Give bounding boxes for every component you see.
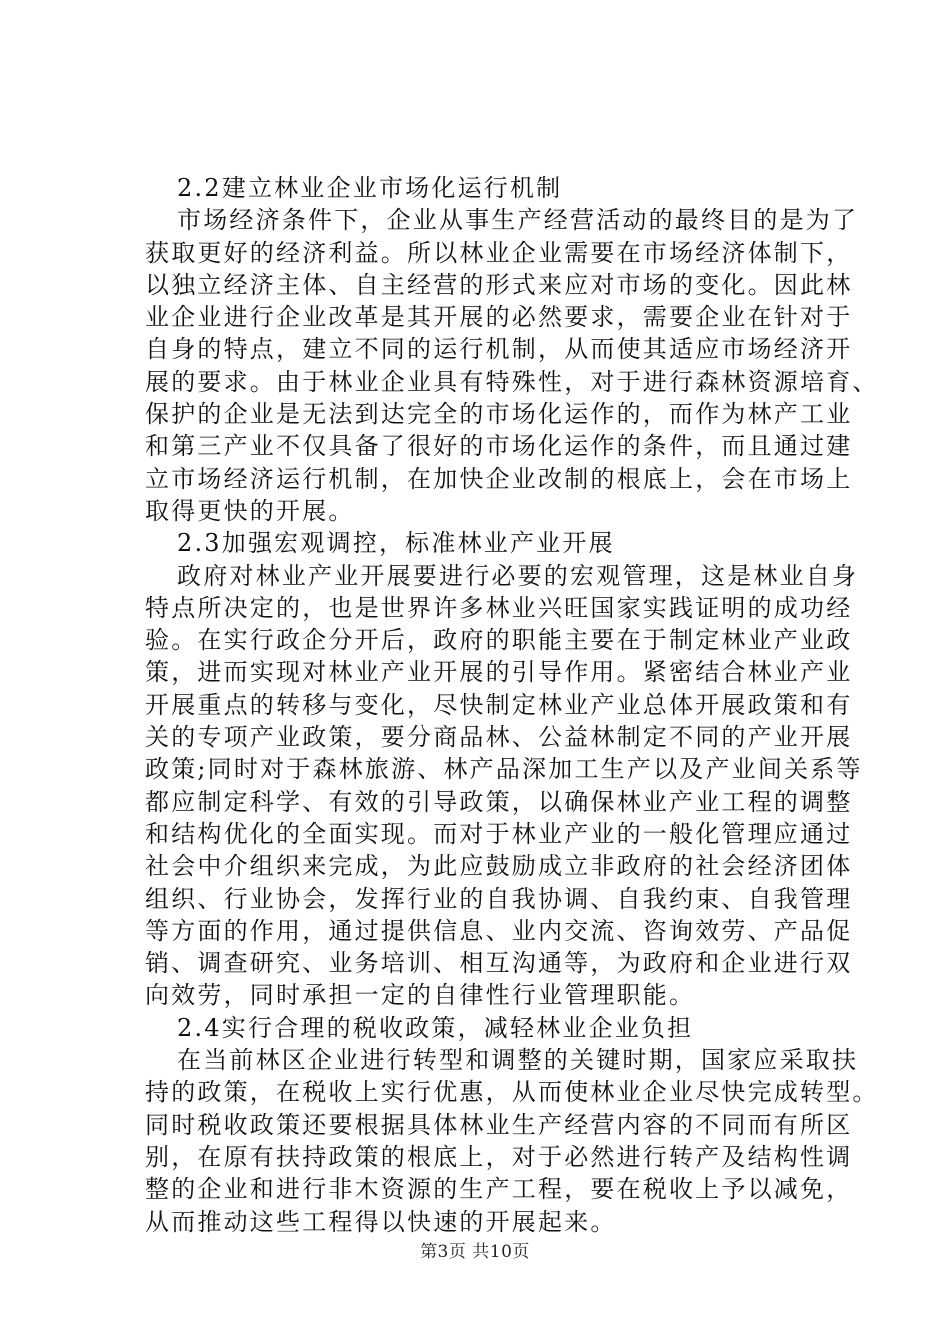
paragraph-line: 自身的特点，建立不同的运行机制，从而使其适应市场经济开: [145, 335, 853, 364]
paragraph-line: 等方面的作用，通过提供信息、业内交流、咨询效劳、产品促: [145, 916, 853, 945]
paragraph-line: 业企业进行企业改革是其开展的必然要求，需要企业在针对于: [145, 303, 853, 332]
paragraph-line: 获取更好的经济利益。所以林业企业需要在市场经济体制下，: [145, 238, 853, 267]
document-body: [145, 172, 879, 1238]
paragraph-line: 关的专项产业政策，要分商品林、公益林制定不同的产业开展: [145, 723, 853, 752]
paragraph-line: 特点所决定的，也是世界许多林业兴旺国家实践证明的成功经: [145, 593, 853, 622]
paragraph-line: 从而推动这些工程得以快速的开展起来。: [145, 1207, 617, 1236]
paragraph-line: 开展重点的转移与变化，尽快制定林业产业总体开展政策和有: [145, 690, 853, 719]
paragraph-line: 向效劳，同时承担一定的自律性行业管理职能。: [145, 981, 696, 1010]
paragraph-line: 别，在原有扶持政策的根底上，对于必然进行转产及结构性调: [145, 1142, 853, 1171]
paragraph-line: 展的要求。由于林业企业具有特殊性，对于进行森林资源培育、: [145, 367, 879, 396]
paragraph-line: 持的政策，在税收上实行优惠，从而使林业企业尽快完成转型。: [145, 1078, 879, 1107]
paragraph-line: 和结构优化的全面实现。而对于林业产业的一般化管理应通过: [145, 819, 853, 848]
paragraph-line: 政府对林业产业开展要进行必要的宏观管理，这是林业自身: [177, 561, 859, 590]
paragraph-line: 社会中介组织来完成，为此应鼓励成立非政府的社会经济团体: [145, 852, 853, 881]
paragraph-line: 保护的企业是无法到达完全的市场化运作的，而作为林产工业: [145, 400, 853, 429]
paragraph-line: 和第三产业不仅具备了很好的市场化运作的条件，而且通过建: [145, 432, 853, 461]
section-heading-2-2: 2.2建立林业企业市场化运行机制: [177, 174, 563, 202]
paragraph-line: 策，进而实现对林业产业开展的引导作用。紧密结合林业产业: [145, 658, 853, 687]
paragraph-line: 销、调查研究、业务培训、相互沟通等，为政府和企业进行双: [145, 949, 853, 978]
page-number-footer: 第3页 共10页: [420, 1242, 530, 1262]
paragraph-line: 同时税收政策还要根据具体林业生产经营内容的不同而有所区: [145, 1110, 853, 1139]
paragraph-line: 立市场经济运行机制，在加快企业改制的根底上，会在市场上: [145, 464, 853, 493]
paragraph-line: 验。在实行政企分开后，政府的职能主要在于制定林业产业政: [145, 626, 853, 655]
paragraph-line: 都应制定科学、有效的引导政策，以确保林业产业工程的调整: [145, 787, 853, 816]
paragraph-line: 政策;同时对于森林旅游、林产品深加工生产以及产业间关系等: [145, 755, 863, 784]
paragraph-line: 取得更快的开展。: [145, 496, 355, 525]
section-heading-2-4: 2.4实行合理的税收政策，减轻林业企业负担: [177, 1013, 694, 1042]
paragraph-line: 在当前林区企业进行转型和调整的关键时期，国家应采取扶: [177, 1046, 859, 1075]
paragraph-line: 以独立经济主体、自主经营的形式来应对市场的变化。因此林: [145, 270, 853, 299]
paragraph-line: 市场经济条件下，企业从事生产经营活动的最终目的是为了: [177, 206, 859, 235]
section-heading-2-3: 2.3加强宏观调控，标准林业产业开展: [177, 529, 615, 558]
paragraph-line: 组织、行业协会，发挥行业的自我协调、自我约束、自我管理: [145, 884, 853, 913]
paragraph-line: 整的企业和进行非木资源的生产工程，要在税收上予以减免，: [145, 1175, 853, 1204]
